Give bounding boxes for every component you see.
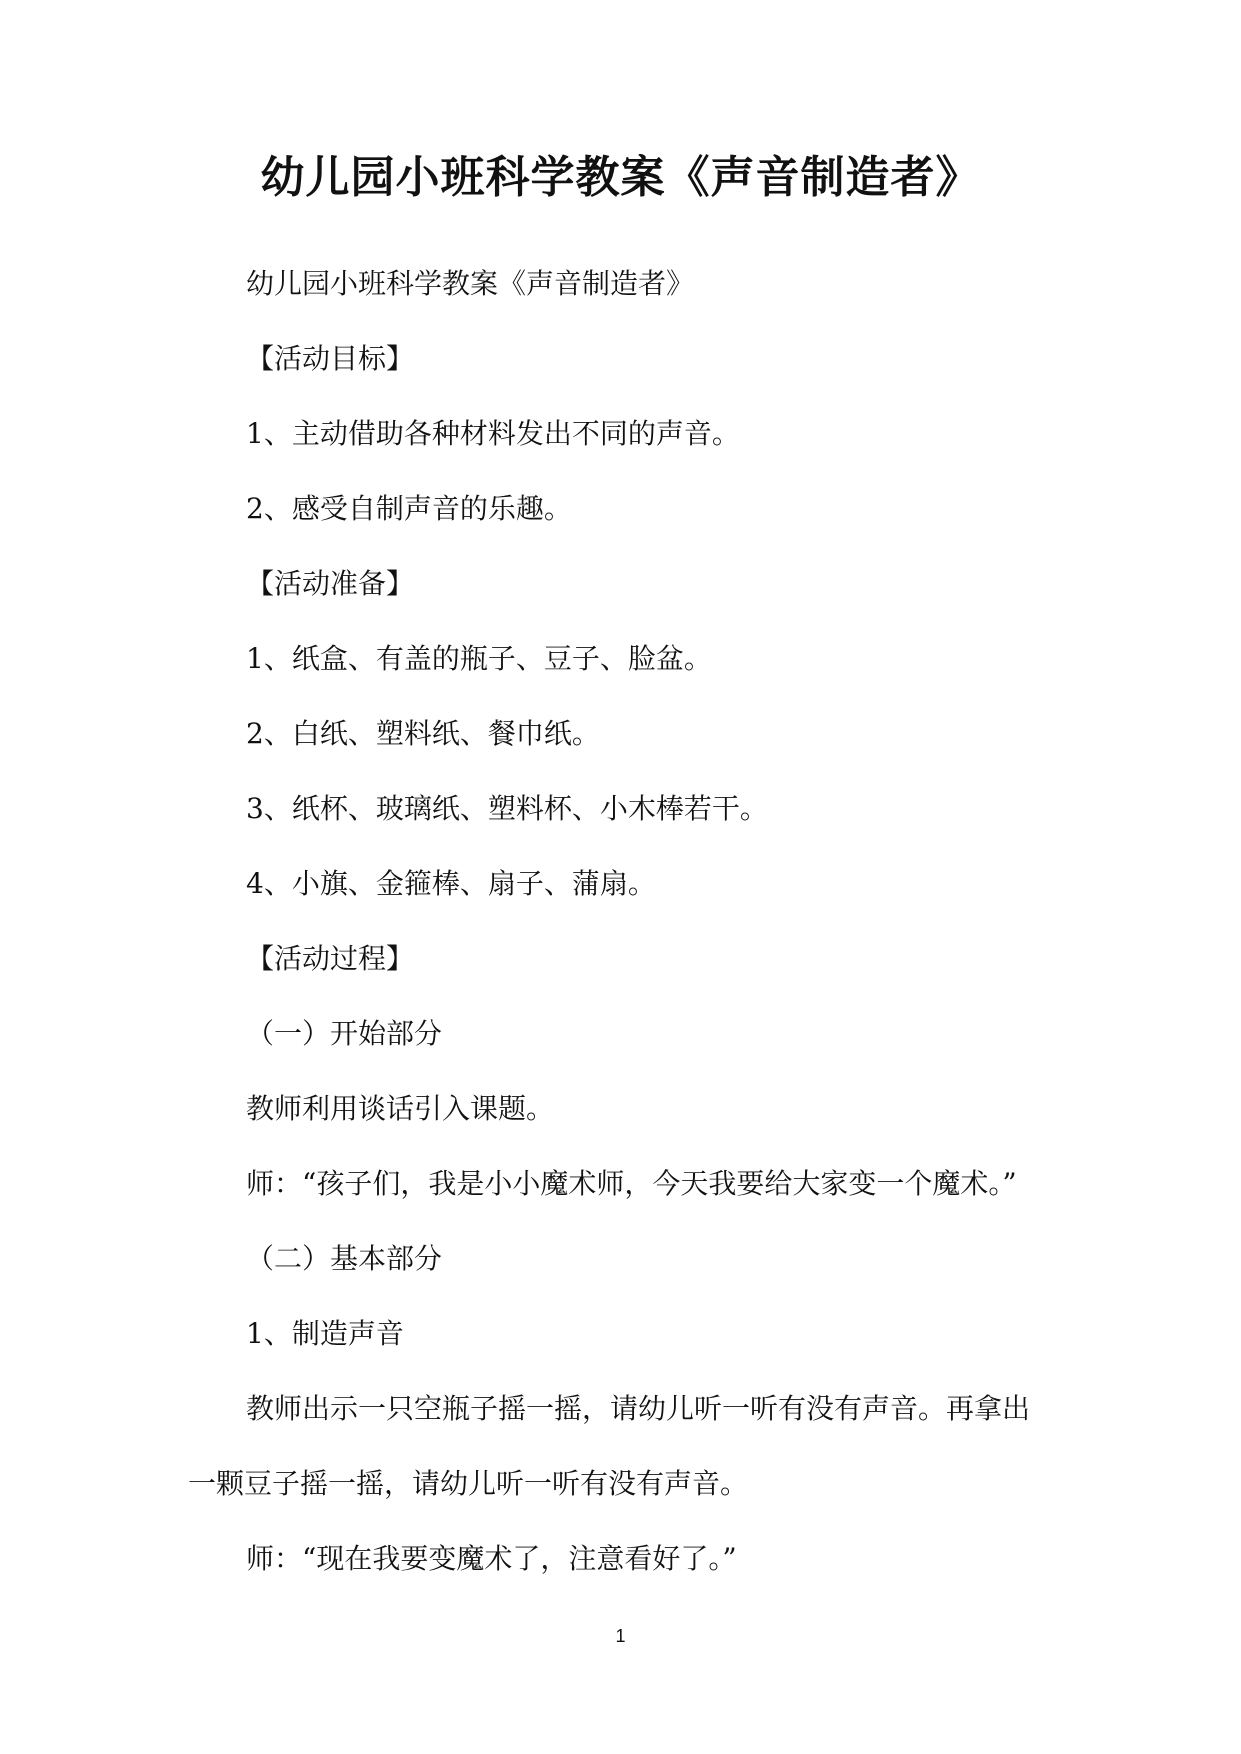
paragraph: 师：“孩子们，我是小小魔术师，今天我要给大家变一个魔术。” (246, 1167, 1017, 1200)
paragraph: 教师出示一只空瓶子摇一摇，请幼儿听一听有没有声音。再拿出 (246, 1392, 1031, 1425)
document-title: 幼儿园小班科学教案《声音制造者》 (260, 152, 981, 203)
paragraph-continuation: 一颗豆子摇一摇，请幼儿听一听有没有声音。 (188, 1467, 749, 1500)
prep-item: 3、纸杯、玻璃纸、塑料杯、小木棒若干。 (246, 792, 768, 825)
prep-item: 4、小旗、金箍棒、扇子、蒲扇。 (246, 867, 656, 900)
goal-item: 2、感受自制声音的乐趣。 (246, 492, 572, 525)
step1-heading: 1、制造声音 (246, 1317, 404, 1350)
paragraph: 教师利用谈话引入课题。 (246, 1092, 555, 1125)
prep-item: 1、纸盒、有盖的瓶子、豆子、脸盆。 (246, 642, 712, 675)
part2-heading: （二）基本部分 (246, 1242, 443, 1275)
paragraph: 师：“现在我要变魔术了，注意看好了。” (246, 1542, 737, 1575)
prep-item: 2、白纸、塑料纸、餐巾纸。 (246, 717, 600, 750)
section-heading-goals: 【活动目标】 (246, 342, 415, 375)
section-heading-prep: 【活动准备】 (246, 567, 415, 600)
page-number: 1 (615, 1626, 626, 1646)
subtitle: 幼儿园小班科学教案《声音制造者》 (246, 267, 695, 300)
section-heading-process: 【活动过程】 (246, 942, 415, 975)
goal-item: 1、主动借助各种材料发出不同的声音。 (246, 417, 740, 450)
part1-heading: （一）开始部分 (246, 1017, 443, 1050)
